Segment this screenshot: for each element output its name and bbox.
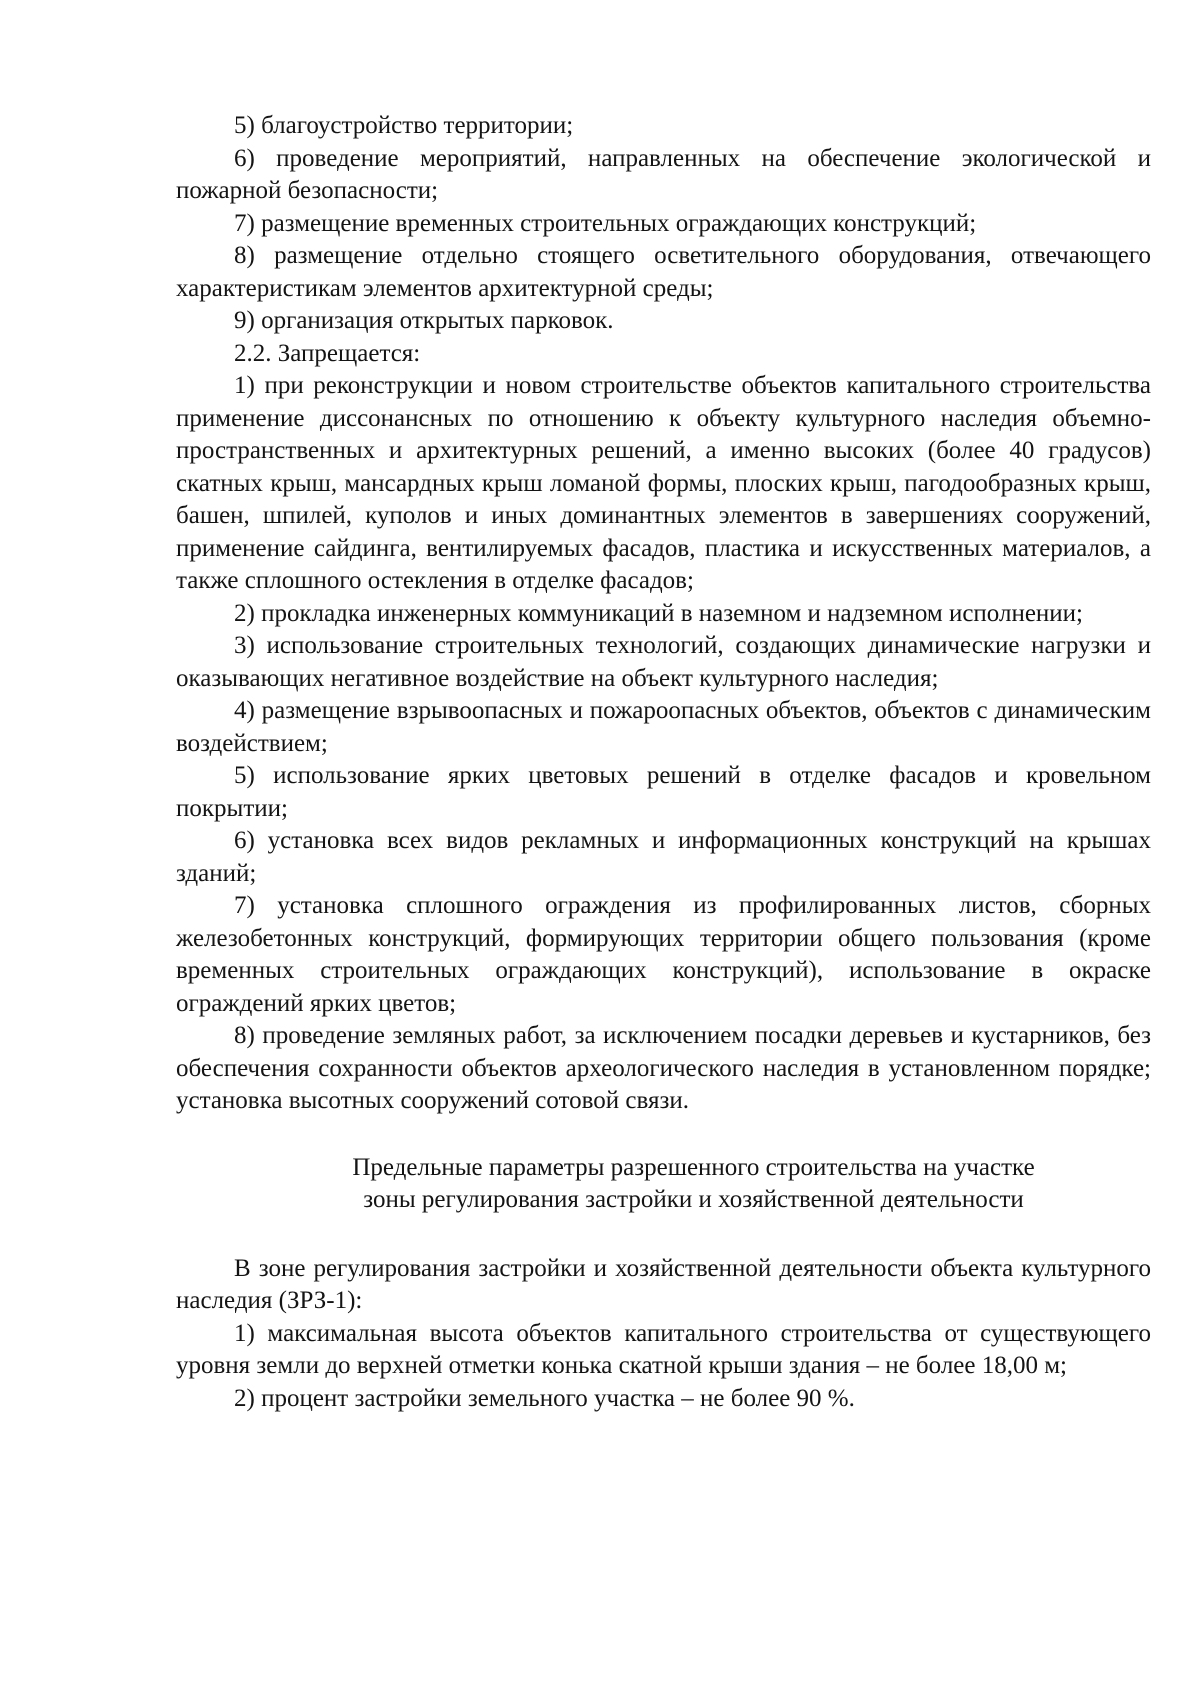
list-item: 1) максимальная высота объектов капитального строительства от существующего уровня земли до верхней отметки конька скатной крыши здания – не более 18,00 м;	[176, 1319, 1151, 1379]
list-item: 7) установка сплошного ограждения из профилированных листов, сборных железобетонных конструкций, формирующих территории общего пользования (кроме временных строительных ограждающих конструкций), использование в окраске ограждений ярких цветов;	[176, 892, 1151, 1017]
list-item: 8) проведение земляных работ, за исключением посадки деревьев и кустарников, без обеспечения сохранности объектов археологического наследия в установленном порядке; установка высотных сооружений сотовой связи.	[176, 1022, 1151, 1114]
list-item: 8) размещение отдельно стоящего осветительного оборудования, отвечающего характеристикам элементов архитектурной среды;	[176, 242, 1151, 302]
section-title: 2.2. Запрещается:	[234, 339, 421, 367]
list-item: 6) проведение мероприятий, направленных на обеспечение экологической и пожарной безопасности;	[176, 144, 1151, 204]
spacer	[176, 1118, 1151, 1152]
section-heading	[176, 1152, 1151, 1217]
heading-line: зоны регулирования застройки и хозяйственной деятельности	[363, 1186, 1024, 1213]
list-item: 4) размещение взрывоопасных и пожароопасных объектов, объектов с динамическим воздействием;	[176, 697, 1151, 757]
heading-line: Предельные параметры разрешенного строительства на участке	[352, 1153, 1035, 1181]
list-item: 7) размещение временных строительных ограждающих конструкций;	[234, 209, 977, 237]
list-item: 5) использование ярких цветовых решений в отделке фасадов и кровельном покрытии;	[176, 762, 1151, 822]
zone-intro: В зоне регулирования застройки и хозяйственной деятельности объекта культурного наследия (ЗРЗ-1):	[176, 1254, 1151, 1314]
list-item: 6) установка всех видов рекламных и информационных конструкций на крышах зданий;	[176, 827, 1151, 887]
list-item: 2) процент застройки земельного участка – не более 90 %.	[234, 1384, 855, 1412]
list-item: 1) при реконструкции и новом строительстве объектов капитального строительства применение диссонансных по отношению к объекту культурного наследия объемно-пространственных и архитектурных решений, а именно высоких (более 40 градусов) скатных крыш, мансардных крыш ломаной формы, плоских крыш, пагодообразных крыш, башен, шпилей, куполов и иных доминантных элементов в завершениях сооружений, применение сайдинга, вентилируемых фасадов, пластика и искусственных материалов, а также сплошного остекления в отделке фасадов;	[176, 372, 1151, 594]
spacer	[176, 1217, 1151, 1253]
document-body	[176, 110, 1151, 1415]
list-item: 2) прокладка инженерных коммуникаций в наземном и надземном исполнении;	[234, 599, 1083, 627]
list-item: 3) использование строительных технологий, создающих динамические нагрузки и оказывающих негативное воздействие на объект культурного наследия;	[176, 632, 1151, 692]
list-item: 5) благоустройство территории;	[234, 112, 574, 139]
list-item: 9) организация открытых парковок.	[234, 307, 614, 334]
